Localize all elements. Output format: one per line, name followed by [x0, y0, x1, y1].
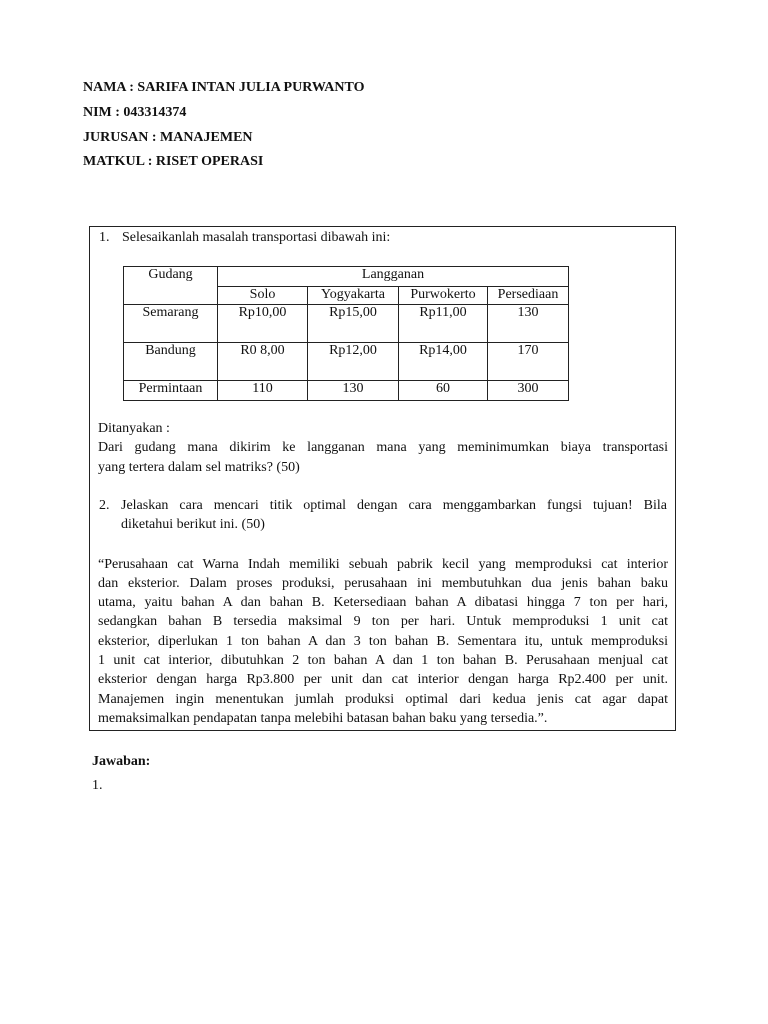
question-2-line: Jelaskan cara mencari titik optimal dengan cara menggambarkan fungsi tujuan! Bila: [121, 498, 667, 513]
table-cell: R0 8,00: [218, 343, 308, 381]
ditanyakan-label: Ditanyakan :: [98, 421, 170, 436]
answer-item-1: 1.: [92, 778, 103, 793]
answer-heading: Jawaban:: [92, 754, 151, 769]
table-cell: 130: [308, 381, 399, 401]
paragraph-line: eksterior dengan harga Rp3.800 per unit dan cat interior dengan harga Rp2.400 per unit.: [98, 672, 668, 687]
ditanyakan-line: yang tertera dalam sel matriks? (50): [98, 460, 300, 475]
ditanyakan-line: Dari gudang mana dikirim ke langganan mana yang meminimumkan biaya transportasi: [98, 440, 668, 455]
table-row: [124, 381, 569, 401]
student-nim: NIM : 043314374: [83, 105, 187, 120]
table-cell: 170: [488, 343, 569, 381]
table-row: [124, 305, 569, 343]
table-cell: 60: [399, 381, 488, 401]
table-col-header: Persediaan: [488, 287, 569, 305]
paragraph-line: dan eksterior. Dalam proses produksi, perusahaan ini membutuhkan dua jenis bahan baku: [98, 576, 668, 591]
paragraph-line: Manajemen ingin menentukan jumlah produksi optimal dari kedua jenis cat agar dapat: [98, 692, 668, 707]
paragraph-line: memaksimalkan pendapatan tanpa melebihi batasan bahan baku yang tersedia.”.: [98, 711, 548, 726]
question-2-line: diketahui berikut ini. (50): [121, 517, 265, 532]
table-cell: 110: [218, 381, 308, 401]
question-1-prompt: Selesaikanlah masalah transportasi dibawah ini:: [122, 230, 391, 245]
table-col-header: Solo: [218, 287, 308, 305]
table-cell: Rp14,00: [399, 343, 488, 381]
table-header-langganan: Langganan: [218, 267, 569, 287]
transport-table: [123, 266, 569, 401]
student-major: JURUSAN : MANAJEMEN: [83, 130, 253, 145]
question-2-number: 2.: [99, 498, 110, 513]
paragraph-line: utama, yaitu bahan A dan bahan B. Ketersediaan bahan A dibatasi hingga 7 ton per hari,: [98, 595, 668, 610]
table-col-header: Yogyakarta: [308, 287, 399, 305]
table-cell: Rp11,00: [399, 305, 488, 343]
question-1-number: 1.: [99, 230, 110, 245]
table-col-header: Purwokerto: [399, 287, 488, 305]
table-row-label: Bandung: [124, 343, 218, 381]
student-name: NAMA : SARIFA INTAN JULIA PURWANTO: [83, 80, 365, 95]
paragraph-line: “Perusahaan cat Warna Indah memiliki sebuah pabrik kecil yang memproduksi cat interior: [98, 557, 668, 572]
table-cell: Rp10,00: [218, 305, 308, 343]
paragraph-line: 1 unit cat interior, dibutuhkan 2 ton bahan A dan 1 ton bahan B. Perusahaan menjual cat: [98, 653, 668, 668]
course-name: MATKUL : RISET OPERASI: [83, 154, 264, 169]
table-row: [124, 343, 569, 381]
table-header-gudang: Gudang: [124, 267, 218, 305]
table-cell: 300: [488, 381, 569, 401]
paragraph-line: eksterior, diperlukan 1 ton bahan A dan 3 ton bahan B. Sementara itu, untuk memproduksi: [98, 634, 668, 649]
table-cell: Rp12,00: [308, 343, 399, 381]
table-cell: Rp15,00: [308, 305, 399, 343]
table-row-label: Permintaan: [124, 381, 218, 401]
table-row-label: Semarang: [124, 305, 218, 343]
paragraph-line: sedangkan bahan B tersedia maksimal 9 ton per hari. Untuk memproduksi 1 unit cat: [98, 614, 668, 629]
table-cell: 130: [488, 305, 569, 343]
